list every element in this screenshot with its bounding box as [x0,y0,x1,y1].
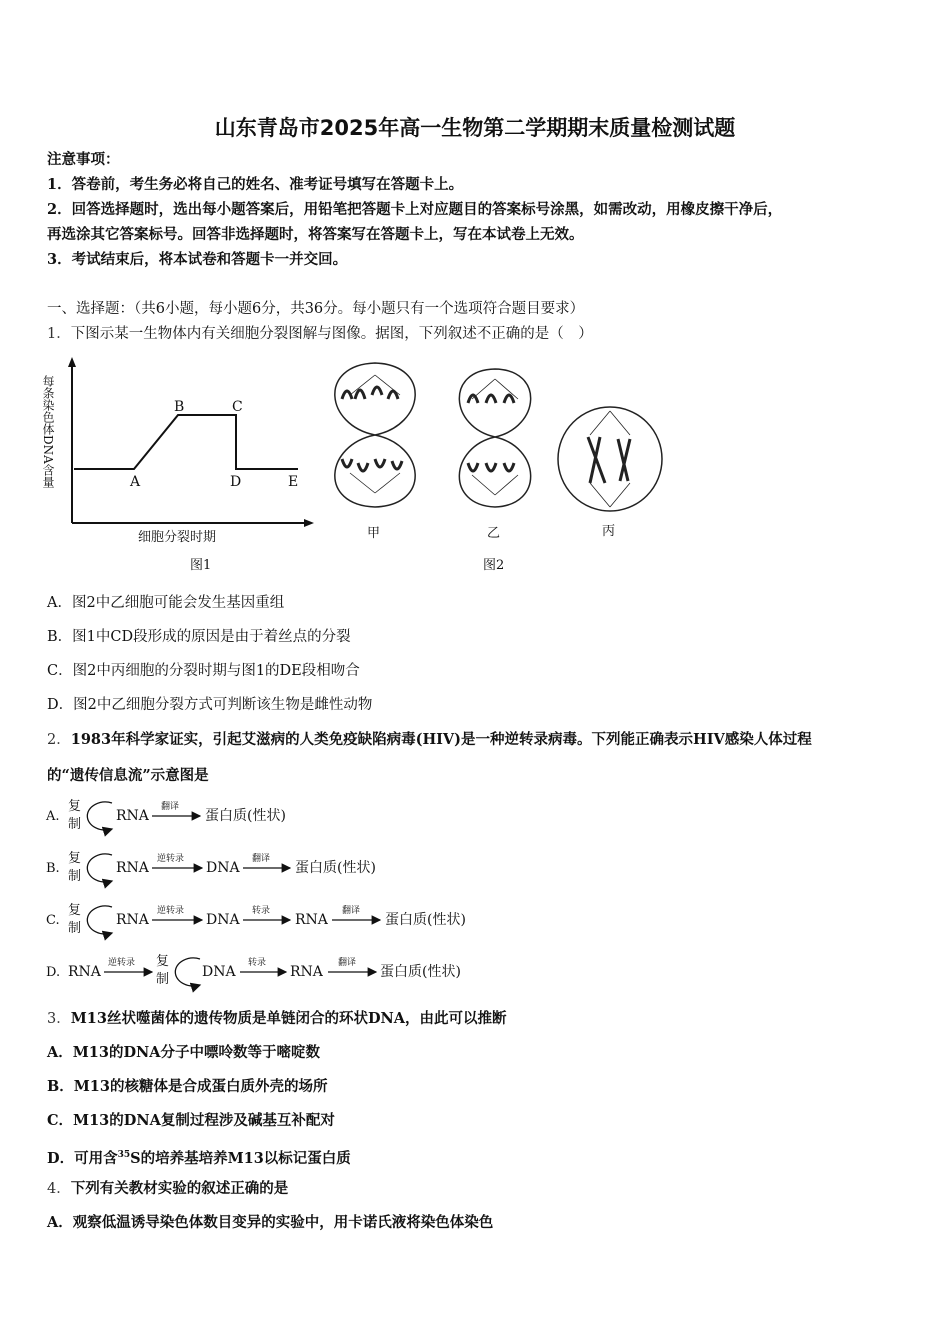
question-3 [47,1009,507,1029]
question-number: 4． [47,1181,71,1197]
q1-option-d: D．图2中乙细胞分裂方式可判断该生物是雌性动物 [47,697,373,713]
section-heading: 一、选择题：（共6小题，每小题6分，共36分。每小题只有一个选项符合题目要求） [47,301,585,317]
x-axis-label: 细胞分裂时期 [138,530,217,545]
flow-option-b [46,851,376,884]
svg-text:转录: 转录 [248,958,267,968]
question-stem: 下图示某一生物体内有关细胞分裂图解与图像。据图，下列叙述不正确的是（ ） [70,326,593,342]
question-1 [47,324,593,344]
svg-text:DNA: DNA [206,860,240,876]
q4-option-a: A．观察低温诱导染色体数目变异的实验中，用卡诺氏液将染色体染色 [47,1214,494,1231]
point-b: B [174,399,185,415]
question-number: 3． [47,1011,71,1027]
notice-line-2a: 2．回答选择题时，选出每小题答案后，用铅笔把答题卡上对应题目的答案标号涂黑，如需改动，用橡皮擦干净后， [47,201,783,218]
svg-text:翻译: 翻译 [338,958,357,968]
q1-option-c: C．图2中丙细胞的分裂时期与图1的DE段相吻合 [47,663,360,679]
question-2 [47,730,812,750]
notice-heading: 注意事项： [47,151,120,168]
q1-option-a: A．图2中乙细胞可能会发生基因重组 [47,595,285,611]
cell-jia-label: 甲 [367,526,381,541]
q3-option-a: A．M13的DNA分子中嘌呤数等于嘧啶数 [47,1044,321,1061]
figure-2-caption: 图2 [483,558,505,573]
svg-text:A.: A. [46,809,60,824]
svg-text:翻译: 翻译 [252,854,271,864]
figure-1-caption: 图1 [190,558,212,573]
svg-text:逆转录: 逆转录 [157,854,185,864]
notice-line-2b: 再选涂其它答案标号。回答非选择题时，将答案写在答题卡上，写在本试卷上无效。 [47,226,584,243]
dna-content-graph [41,357,314,573]
svg-text:蛋白质(性状): 蛋白质(性状) [385,912,466,928]
question-4 [47,1179,288,1199]
svg-text:转录: 转录 [252,906,271,916]
cell-yi-label: 乙 [487,526,501,541]
svg-text:B.: B. [46,861,60,876]
svg-text:D.: D. [46,965,61,980]
y-axis-label: 每条染色体DNA含量 [41,375,55,488]
svg-text:RNA: RNA [116,912,149,928]
svg-text:蛋白质(性状): 蛋白质(性状) [380,964,461,980]
q1-option-b: B．图1中CD段形成的原因是由于着丝点的分裂 [47,629,351,645]
svg-text:复: 复 [68,799,82,814]
q3-option-c: C．M13的DNA复制过程涉及碱基互补配对 [47,1112,335,1129]
flow-option-d [46,954,461,987]
question-stem-a: 1983年科学家证实，引起艾滋病的人类免疫缺陷病毒(HIV)是一种逆转录病毒。下列能正确表示HIV感染人体过程 [70,731,812,748]
svg-text:逆转录: 逆转录 [108,958,136,968]
genetic-info-flow-options [40,795,500,995]
point-c: C [232,399,243,415]
svg-text:制: 制 [156,972,170,987]
svg-text:RNA: RNA [295,912,328,928]
svg-text:制: 制 [68,817,82,832]
question-stem: M13丝状噬菌体的遗传物质是单链闭合的环状DNA，由此可以推断 [70,1010,507,1027]
question-stem: 下列有关教材实验的叙述正确的是 [70,1180,289,1197]
svg-text:复: 复 [156,954,170,969]
svg-text:RNA: RNA [68,964,101,980]
point-e: E [288,474,299,490]
question-number: 1． [47,326,71,342]
notice-line-1: 1．答卷前，考生务必将自己的姓名、准考证号填写在答题卡上。 [47,176,464,193]
svg-text:DNA: DNA [206,912,240,928]
svg-text:蛋白质(性状): 蛋白质(性状) [205,808,286,824]
flow-option-c [46,903,466,936]
svg-text:翻译: 翻译 [161,802,180,812]
cell-bing [558,407,662,511]
page-title: 山东青岛市2025年高一生物第二学期期末质量检测试题 [214,116,736,140]
svg-text:逆转录: 逆转录 [157,906,185,916]
svg-text:蛋白质(性状): 蛋白质(性状) [295,860,376,876]
svg-text:RNA: RNA [116,860,149,876]
question-number: 2． [47,732,71,748]
svg-text:DNA: DNA [202,964,236,980]
svg-text:制: 制 [68,869,82,884]
svg-text:C.: C. [46,913,60,928]
point-d: D [230,474,242,490]
svg-text:制: 制 [68,921,82,936]
point-a: A [130,474,141,490]
question-2-stem-b: 的“遗传信息流”示意图是 [47,767,209,784]
flow-option-a [45,799,286,832]
cell-division-figure [40,355,680,580]
svg-text:复: 复 [68,903,82,918]
q3-option-d: D．可用含$^{35}$S的培养基培养M13以标记蛋白质 [47,1149,351,1167]
notice-line-3: 3．考试结束后，将本试卷和答题卡一并交回。 [47,251,348,268]
q3-option-b: B．M13的核糖体是合成蛋白质外壳的场所 [47,1078,328,1095]
svg-text:复: 复 [68,851,82,866]
svg-text:翻译: 翻译 [342,906,361,916]
svg-text:RNA: RNA [116,808,149,824]
cell-jia [335,363,415,507]
cell-yi [459,369,530,507]
svg-text:RNA: RNA [290,964,323,980]
cell-bing-label: 丙 [602,524,616,539]
